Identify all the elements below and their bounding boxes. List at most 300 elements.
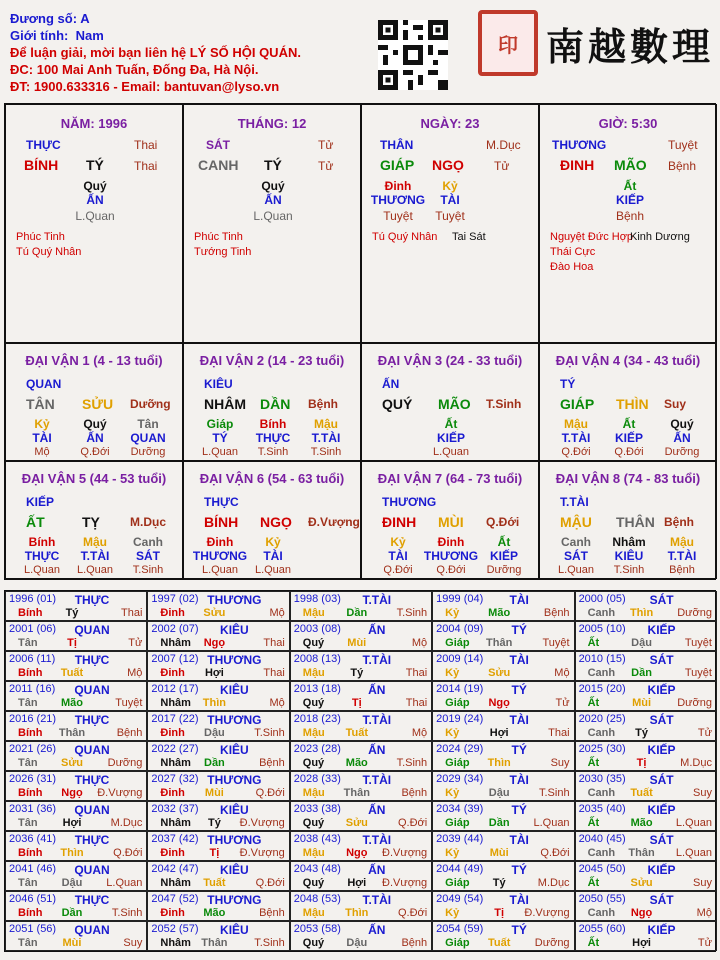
annual-can: Đinh xyxy=(160,727,185,739)
hidden-ts: Bệnh xyxy=(615,209,645,223)
annual-thapthan: KIẾP xyxy=(647,863,676,877)
annual-thapthan: SÁT xyxy=(649,593,674,607)
annual-cell[interactable] xyxy=(290,861,432,891)
annual-ts: Đ.Vượng xyxy=(239,847,285,859)
annual-ts: Tuyệt xyxy=(542,637,570,649)
annual-can: Tân xyxy=(18,757,38,769)
dai-van-can: TÂN xyxy=(26,396,55,412)
pillar-grid xyxy=(4,103,716,580)
annual-can: Nhâm xyxy=(160,817,191,829)
dai-van-hidden-can: Tân xyxy=(137,417,159,431)
annual-cell[interactable] xyxy=(5,741,147,771)
annual-cell[interactable] xyxy=(575,801,717,831)
dai-van-can: NHÂM xyxy=(204,396,246,412)
than-sat: Tú Quý Nhân xyxy=(372,231,438,243)
annual-cell[interactable] xyxy=(432,771,574,801)
annual-chi: Sửu xyxy=(203,607,226,619)
annual-thapthan: KIẾP xyxy=(647,623,676,637)
dai-van-hidden-can: Mậu xyxy=(314,417,338,431)
annual-cell[interactable] xyxy=(5,681,147,711)
dai-van-title: ĐẠI VẬN 4 (34 - 43 tuổi) xyxy=(555,353,701,368)
dai-van-can: QUÝ xyxy=(382,396,413,412)
annual-thapthan: THƯƠNG xyxy=(207,713,262,727)
annual-chi: Mão xyxy=(345,757,368,769)
annual-cell[interactable] xyxy=(575,861,717,891)
annual-cell[interactable] xyxy=(290,891,432,921)
annual-year: 2010 (15) xyxy=(578,653,626,665)
annual-chi: Dậu xyxy=(61,877,83,889)
annual-year: 2051 (56) xyxy=(9,923,57,935)
dai-van-chi: THÂN xyxy=(616,514,655,530)
hidden-ts: Tuyệt xyxy=(383,209,413,223)
hidden-tt: KIẾP xyxy=(615,193,645,207)
annual-year: 2020 (25) xyxy=(578,713,626,725)
annual-can: Đinh xyxy=(160,847,185,859)
annual-cell[interactable] xyxy=(432,621,574,651)
dai-van-hidden-can: Mậu xyxy=(670,535,694,549)
annual-chi: Dần xyxy=(488,817,510,829)
annual-thapthan: THỰC xyxy=(74,773,110,787)
pillar-truongsinh: Tử xyxy=(318,138,334,152)
annual-thapthan: TÀI xyxy=(509,893,529,907)
annual-cell[interactable] xyxy=(575,771,717,801)
dai-van-hidden-tt: TÀI xyxy=(32,431,52,445)
annual-cell[interactable] xyxy=(432,681,574,711)
annual-year: 2014 (19) xyxy=(436,683,484,695)
annual-chi: Thân xyxy=(201,937,228,949)
dai-van-hidden-tt: T.TÀI xyxy=(561,431,591,445)
annual-can: Nhâm xyxy=(160,757,191,769)
hidden-tt: THƯƠNG xyxy=(370,193,426,207)
annual-thapthan: SÁT xyxy=(649,833,674,847)
dai-van-hidden-tt: T.TÀI xyxy=(311,431,341,445)
annual-year: 2048 (53) xyxy=(293,893,341,905)
annual-can: Kỷ xyxy=(445,787,460,799)
annual-year: 2000 (05) xyxy=(578,593,626,605)
annual-chi: Dần xyxy=(204,757,225,769)
annual-cell[interactable] xyxy=(147,711,289,741)
annual-can: Đinh xyxy=(160,787,185,799)
annual-cell[interactable] xyxy=(432,861,574,891)
pillar-chi-ts: Thai xyxy=(134,159,158,173)
annual-chi: Ngọ xyxy=(346,847,368,859)
hidden-ts: Tuyệt xyxy=(435,209,465,223)
dai-van-thapthan: ẤN xyxy=(382,377,400,391)
annual-ts: Tử xyxy=(128,637,143,649)
annual-cell[interactable] xyxy=(290,771,432,801)
annual-cell[interactable] xyxy=(432,921,574,951)
dai-van-hidden-tt: THỰC xyxy=(255,431,291,445)
annual-cell[interactable] xyxy=(147,681,289,711)
annual-thapthan: QUAN xyxy=(74,683,110,697)
annual-can: Ất xyxy=(587,637,600,649)
annual-thapthan: THỰC xyxy=(74,833,110,847)
annual-thapthan: KIẾP xyxy=(647,683,676,697)
annual-chi: Tị xyxy=(209,847,220,859)
annual-thapthan: TÝ xyxy=(511,863,527,877)
annual-can: Canh xyxy=(587,727,616,739)
annual-thapthan: THƯƠNG xyxy=(207,893,262,907)
annual-year: 2023 (28) xyxy=(293,743,341,755)
annual-year: 2022 (27) xyxy=(151,743,199,755)
annual-can: Canh xyxy=(587,667,616,679)
annual-thapthan: TÀI xyxy=(509,593,529,607)
pillar-thapthan: THƯƠNG xyxy=(552,138,607,152)
annual-ts: Q.Đới xyxy=(540,847,570,859)
dai-van-hidden-ts: Dưỡng xyxy=(664,446,700,458)
annual-cell[interactable] xyxy=(147,591,289,621)
annual-chi: Thìn xyxy=(487,757,511,769)
annual-chi: Mùi xyxy=(489,847,509,859)
annual-can: Đinh xyxy=(160,907,185,919)
annual-ts: Mộ xyxy=(554,667,570,679)
annual-chi: Ngọ xyxy=(61,787,83,799)
dai-van-thapthan: TÝ xyxy=(560,377,576,391)
annual-ts: Thai xyxy=(120,607,143,619)
annual-cell[interactable] xyxy=(147,651,289,681)
annual-thapthan: TÀI xyxy=(509,773,529,787)
annual-can: Giáp xyxy=(445,877,470,889)
annual-thapthan: T.TÀI xyxy=(362,773,392,787)
annual-thapthan: QUAN xyxy=(74,743,110,757)
than-sat: Kinh Dương xyxy=(630,231,690,243)
annual-cell[interactable] xyxy=(147,921,289,951)
annual-year: 2029 (34) xyxy=(436,773,484,785)
annual-ts: Q.Đới xyxy=(255,787,285,799)
annual-cell[interactable] xyxy=(5,921,147,951)
annual-ts: Dưỡng xyxy=(534,937,570,949)
dai-van-can: MẬU xyxy=(560,514,592,530)
annual-table xyxy=(4,590,716,952)
annual-can: Quý xyxy=(302,697,325,709)
annual-year: 2053 (58) xyxy=(293,923,341,935)
annual-cell[interactable] xyxy=(290,801,432,831)
annual-cell[interactable] xyxy=(147,621,289,651)
annual-can: Mậu xyxy=(302,667,325,679)
annual-chi: Sửu xyxy=(630,877,653,889)
dai-van-hidden-tt: TÀI xyxy=(388,549,408,563)
annual-cell[interactable] xyxy=(575,681,717,711)
pillar-title: NĂM: 1996 xyxy=(60,116,128,131)
annual-thapthan: KIÊU xyxy=(220,683,249,697)
annual-cell[interactable] xyxy=(432,831,574,861)
annual-ts: Đ.Vượng xyxy=(524,907,570,919)
dai-van-hidden-ts: L.Quan xyxy=(254,564,292,576)
annual-cell[interactable] xyxy=(5,771,147,801)
annual-cell[interactable] xyxy=(575,891,717,921)
annual-year: 2038 (43) xyxy=(293,833,341,845)
hidden-can: Ất xyxy=(623,179,637,193)
pillar-title: GIỜ: 5:30 xyxy=(598,116,658,131)
annual-year: 2018 (23) xyxy=(293,713,341,725)
annual-ts: L.Quan xyxy=(533,817,570,829)
annual-can: Bính xyxy=(18,787,43,799)
pillar-chi: TÝ xyxy=(86,157,104,173)
annual-cell[interactable] xyxy=(147,891,289,921)
annual-thapthan: KIÊU xyxy=(220,803,249,817)
dai-van-hidden-ts: T.Sinh xyxy=(257,446,289,458)
dai-van-hidden-can: Ất xyxy=(497,535,511,549)
annual-thapthan: ẤN xyxy=(368,803,386,817)
annual-cell[interactable] xyxy=(147,801,289,831)
qr-code-icon[interactable] xyxy=(378,20,448,90)
than-sat: Phúc Tinh xyxy=(16,231,65,243)
annual-thapthan: THỰC xyxy=(74,893,110,907)
annual-can: Kỷ xyxy=(445,847,460,859)
annual-can: Quý xyxy=(302,637,325,649)
annual-ts: Suy xyxy=(123,937,143,949)
annual-year: 2006 (11) xyxy=(9,653,56,665)
annual-cell[interactable] xyxy=(575,711,717,741)
annual-cell[interactable] xyxy=(575,831,717,861)
annual-cell[interactable] xyxy=(290,621,432,651)
annual-chi: Tuất xyxy=(203,877,226,889)
dai-van-title: ĐẠI VẬN 1 (4 - 13 tuổi) xyxy=(25,353,163,368)
annual-chi: Thìn xyxy=(60,847,84,859)
annual-chi: Dậu xyxy=(488,787,510,799)
annual-cell[interactable] xyxy=(575,741,717,771)
annual-chi: Dậu xyxy=(631,637,652,649)
annual-thapthan: TÝ xyxy=(511,683,527,697)
annual-year: 1996 (01) xyxy=(9,593,57,605)
annual-year: 2019 (24) xyxy=(436,713,484,725)
annual-ts: Bệnh xyxy=(259,907,285,919)
annual-chi: Ngọ xyxy=(488,697,510,709)
annual-ts: Tuyệt xyxy=(684,667,712,679)
annual-thapthan: KIẾP xyxy=(647,803,676,817)
dai-van-hidden-ts: Mộ xyxy=(34,446,50,458)
annual-can: Mậu xyxy=(302,787,325,799)
annual-chi: Thân xyxy=(343,787,370,799)
annual-cell[interactable] xyxy=(5,861,147,891)
annual-cell[interactable] xyxy=(5,801,147,831)
annual-cell[interactable] xyxy=(432,891,574,921)
dai-van-ts: Bệnh xyxy=(308,397,338,411)
annual-cell[interactable] xyxy=(5,891,147,921)
annual-can: Ất xyxy=(587,877,600,889)
dai-van-chi: SỬU xyxy=(82,396,114,412)
annual-cell[interactable] xyxy=(147,741,289,771)
annual-thapthan: KIẾP xyxy=(647,743,676,757)
annual-ts: Mộ xyxy=(411,637,428,649)
pillar-thapthan: THÂN xyxy=(380,138,414,152)
annual-chi: Hợi xyxy=(62,817,82,829)
pillar-thapthan: THỰC xyxy=(26,138,61,152)
annual-cell[interactable] xyxy=(290,651,432,681)
annual-can: Bính xyxy=(18,727,43,739)
annual-chi: Tị xyxy=(67,637,77,649)
annual-year: 2005 (10) xyxy=(578,623,626,635)
dai-van-hidden-tt: SÁT xyxy=(564,549,588,563)
annual-cell[interactable] xyxy=(290,921,432,951)
annual-chi: Mùi xyxy=(204,787,224,799)
annual-can: Mậu xyxy=(302,727,325,739)
annual-chi: Dần xyxy=(631,667,652,679)
annual-ts: Đ.Vượng xyxy=(97,787,143,799)
pillar-can: GIÁP xyxy=(380,157,415,173)
dai-van-hidden-tt: KIẾP xyxy=(614,431,644,445)
annual-can: Ất xyxy=(587,757,600,769)
dai-van-hidden-can: Mậu xyxy=(564,417,588,431)
annual-ts: T.Sinh xyxy=(111,907,143,919)
annual-can: Mậu xyxy=(302,847,325,859)
annual-cell[interactable] xyxy=(575,921,717,951)
annual-cell[interactable] xyxy=(432,711,574,741)
annual-year: 2042 (47) xyxy=(151,863,199,875)
annual-year: 2047 (52) xyxy=(151,893,199,905)
seal-text: 印 xyxy=(498,34,518,57)
annual-cell[interactable] xyxy=(575,591,717,621)
hidden-tt: ẤN xyxy=(264,193,282,207)
annual-chi: Tuất xyxy=(487,937,511,949)
brand-logo: 南越數理 xyxy=(546,24,715,69)
annual-cell[interactable] xyxy=(432,651,574,681)
annual-cell[interactable] xyxy=(290,711,432,741)
annual-year: 2035 (40) xyxy=(578,803,626,815)
annual-chi: Thìn xyxy=(202,697,226,709)
dai-van-chi: NGỌ xyxy=(260,514,292,530)
dai-van-hidden-ts: L.Quan xyxy=(23,564,61,576)
annual-thapthan: T.TÀI xyxy=(362,653,392,667)
dai-van-thapthan: THƯƠNG xyxy=(382,495,437,509)
annual-chi: Tý xyxy=(65,607,79,619)
annual-cell[interactable] xyxy=(5,591,147,621)
annual-cell[interactable] xyxy=(575,621,717,651)
annual-cell[interactable] xyxy=(432,591,574,621)
annual-year: 2015 (20) xyxy=(578,683,626,695)
annual-thapthan: THƯƠNG xyxy=(207,833,262,847)
annual-chi: Hợi xyxy=(204,667,224,679)
annual-chi: Thân xyxy=(628,847,655,859)
annual-ts: Q.Đới xyxy=(113,847,143,859)
annual-thapthan: TÝ xyxy=(511,743,527,757)
annual-can: Kỷ xyxy=(445,667,460,679)
dai-van-hidden-can: Kỷ xyxy=(265,535,281,549)
annual-chi: Thân xyxy=(58,727,86,739)
annual-can: Giáp xyxy=(445,757,470,769)
dai-van-hidden-can: Canh xyxy=(133,535,163,549)
annual-ts: Tử xyxy=(697,727,712,739)
annual-ts: Mộ xyxy=(127,667,143,679)
annual-cell[interactable] xyxy=(147,831,289,861)
annual-thapthan: THỰC xyxy=(74,593,110,607)
annual-cell[interactable] xyxy=(290,681,432,711)
contact-line-3[interactable]: ĐT: 1900.633316 - Email: bantuvan@lyso.vn xyxy=(10,79,280,94)
hidden-can: Kỷ xyxy=(442,179,458,193)
annual-ts: M.Dục xyxy=(680,757,712,769)
annual-ts: Suy xyxy=(692,787,712,799)
annual-ts: Mộ xyxy=(269,697,285,709)
dai-van-chi: TỴ xyxy=(82,514,100,530)
dai-van-hidden-tt: THƯƠNG xyxy=(423,549,479,563)
pillar-chi-ts: Bệnh xyxy=(668,159,697,173)
annual-cell[interactable] xyxy=(575,651,717,681)
annual-ts: Bệnh xyxy=(401,787,428,799)
dai-van-chi: MÃO xyxy=(438,396,471,412)
annual-cell[interactable] xyxy=(290,741,432,771)
pillar-truongsinh: Thai xyxy=(134,138,158,152)
pillar-month xyxy=(183,104,361,343)
dai-van-ts: Q.Đới xyxy=(486,515,520,529)
annual-thapthan: KIÊU xyxy=(220,623,249,637)
annual-thapthan: SÁT xyxy=(649,893,674,907)
annual-ts: L.Quan xyxy=(675,847,712,859)
dai-van-title: ĐẠI VẬN 3 (24 - 33 tuổi) xyxy=(377,353,523,368)
dai-van-hidden-tt: QUAN xyxy=(130,431,166,445)
hidden-ts: L.Quan xyxy=(253,209,293,223)
annual-ts: Suy xyxy=(692,877,712,889)
annual-year: 2050 (55) xyxy=(578,893,626,905)
contact-line-1: Để luận giải, mời bạn liên hệ LÝ SỐ HỘI QUÁN. xyxy=(10,45,301,60)
annual-cell[interactable] xyxy=(290,591,432,621)
dai-van-hidden-can: Kỷ xyxy=(390,535,406,549)
dai-van-thapthan: T.TÀI xyxy=(560,495,589,509)
annual-can: Nhâm xyxy=(160,937,191,949)
annual-chi: Tị xyxy=(351,697,362,709)
dai-van-title: ĐẠI VẬN 7 (64 - 73 tuổi) xyxy=(377,471,523,486)
annual-ts: Tuyệt xyxy=(115,697,143,709)
annual-can: Tân xyxy=(18,697,38,709)
dai-van-hidden-tt: TÝ xyxy=(212,431,228,445)
dai-van-hidden-tt: KIẾP xyxy=(489,549,519,563)
annual-chi: Ngọ xyxy=(630,907,653,919)
annual-cell[interactable] xyxy=(5,711,147,741)
annual-cell[interactable] xyxy=(432,801,574,831)
dai-van-hidden-ts: Q.Đới xyxy=(614,446,644,458)
annual-chi: Hợi xyxy=(632,937,651,949)
annual-cell[interactable] xyxy=(5,651,147,681)
pillar-truongsinh: M.Dục xyxy=(486,138,521,152)
annual-thapthan: QUAN xyxy=(74,923,110,937)
annual-chi: Dậu xyxy=(204,727,225,739)
annual-thapthan: KIÊU xyxy=(220,923,249,937)
annual-thapthan: KIÊU xyxy=(220,743,249,757)
annual-cell[interactable] xyxy=(432,741,574,771)
annual-year: 2046 (51) xyxy=(9,893,57,905)
annual-cell[interactable] xyxy=(5,831,147,861)
annual-can: Nhâm xyxy=(160,877,191,889)
dai-van-hidden-tt: T.TÀI xyxy=(667,549,697,563)
annual-chi: Tị xyxy=(636,757,647,769)
dai-van-hidden-can: Bính xyxy=(259,417,287,431)
annual-year: 2036 (41) xyxy=(9,833,57,845)
pillar-thapthan: SÁT xyxy=(206,138,230,152)
annual-cell[interactable] xyxy=(147,771,289,801)
annual-can: Ất xyxy=(587,817,600,829)
annual-chi: Mão xyxy=(488,607,511,619)
annual-ts: T.Sinh xyxy=(254,937,285,949)
annual-chi: Thìn xyxy=(629,607,654,619)
dai-van-hidden-can: Đinh xyxy=(437,535,465,549)
annual-ts: Đ.Vượng xyxy=(382,847,428,859)
dai-van-hidden-can: Ất xyxy=(622,417,636,431)
annual-cell[interactable] xyxy=(147,861,289,891)
hidden-tt: ẤN xyxy=(86,193,104,207)
annual-cell[interactable] xyxy=(5,621,147,651)
annual-thapthan: ẤN xyxy=(368,623,386,637)
annual-thapthan: TÀI xyxy=(509,713,529,727)
annual-can: Kỷ xyxy=(445,607,460,619)
dai-van-hidden-ts: Dưỡng xyxy=(130,446,166,458)
annual-year: 2004 (09) xyxy=(436,623,484,635)
annual-chi: Tý xyxy=(635,727,648,739)
annual-cell[interactable] xyxy=(290,831,432,861)
dai-van-chi: MÙI xyxy=(438,514,464,530)
dai-van-thapthan: THỰC xyxy=(204,495,239,509)
annual-ts: Tử xyxy=(555,697,570,709)
annual-year: 2030 (35) xyxy=(578,773,626,785)
dai-van-hidden-tt: TÀI xyxy=(263,549,283,563)
